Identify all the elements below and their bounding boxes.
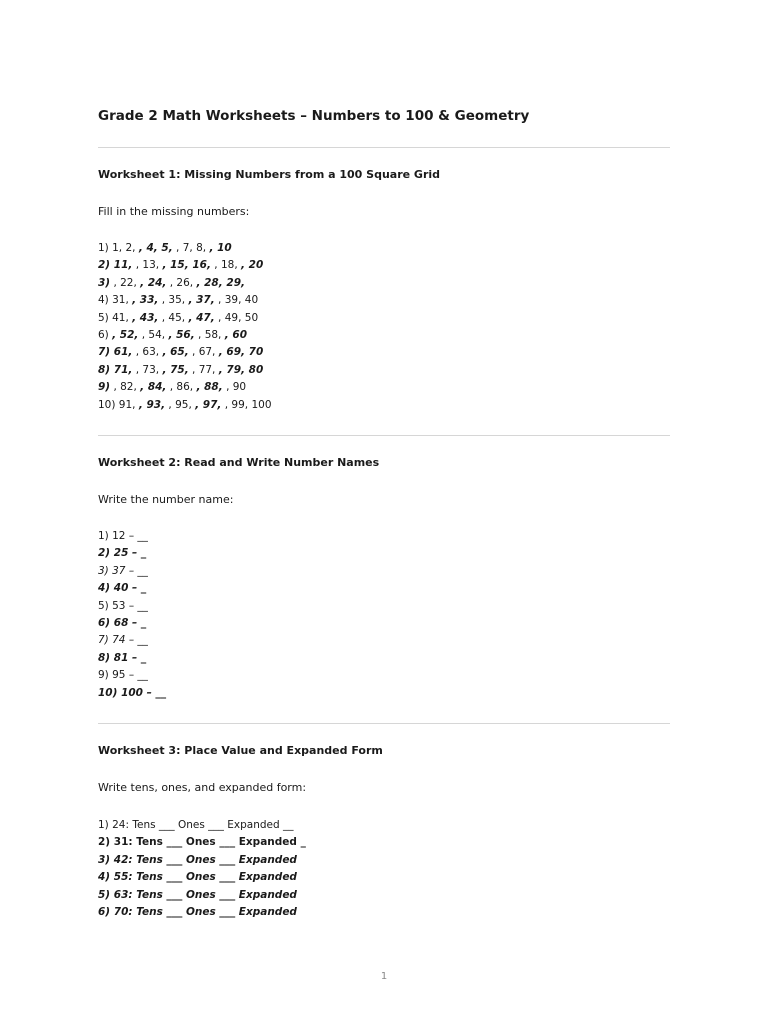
- item-text: , 67,: [188, 346, 219, 359]
- item-text: , 52,: [112, 328, 139, 341]
- item-text: , 79, 80: [218, 363, 264, 376]
- list-item: [98, 310, 272, 327]
- worksheet-1-title: Worksheet 1: Missing Numbers from a 100 Square Grid: [98, 168, 441, 181]
- divider: [98, 147, 670, 148]
- item-text: , 56,: [168, 328, 195, 341]
- item-text: 4) 55: Tens ___ Ones ___ Expanded: [98, 871, 297, 884]
- item-text: , 18,: [210, 259, 242, 272]
- item-text: , 33,: [132, 294, 159, 307]
- item-text: 4) 31,: [98, 294, 133, 307]
- list-item: [98, 817, 306, 834]
- worksheet-2-list: [98, 528, 166, 702]
- item-text: , 65,: [162, 346, 189, 359]
- item-text: , 37,: [188, 294, 215, 307]
- item-text: , 77,: [188, 363, 219, 376]
- item-text: 6): [98, 328, 113, 341]
- item-text: , 95,: [165, 398, 196, 411]
- item-text: , 90: [222, 381, 247, 394]
- list-item: [98, 615, 166, 632]
- list-item: [98, 598, 166, 615]
- item-text: , 99, 100: [221, 398, 272, 411]
- item-text: , 63,: [132, 346, 163, 359]
- item-text: , 60: [224, 328, 248, 341]
- list-item: [98, 545, 166, 562]
- list-item: [98, 275, 272, 292]
- list-item: [98, 397, 272, 414]
- list-item: [98, 904, 306, 921]
- item-text: 1) 24: Tens ___ Ones ___ Expanded __: [98, 819, 294, 831]
- item-text: 9): [98, 381, 111, 394]
- item-text: , 82,: [110, 381, 141, 394]
- item-text: , 43,: [132, 311, 159, 324]
- item-text: , 45,: [158, 311, 189, 324]
- item-text: , 39, 40: [214, 294, 259, 307]
- worksheet-3-instruction: Write tens, ones, and expanded form:: [98, 781, 307, 794]
- item-text: , 73,: [132, 363, 163, 376]
- item-text: 1) 12 – __: [98, 530, 148, 542]
- item-text: , 22,: [110, 276, 141, 289]
- list-item: [98, 685, 166, 702]
- item-text: , 69, 70: [218, 346, 264, 359]
- list-item: [98, 632, 166, 649]
- item-text: , 47,: [188, 311, 215, 324]
- item-text: , 20: [241, 259, 264, 272]
- item-text: , 75,: [162, 363, 189, 376]
- list-item: [98, 240, 272, 257]
- list-item: [98, 257, 272, 274]
- divider: [98, 435, 670, 436]
- item-text: 3) 37 – __: [98, 564, 148, 577]
- item-text: , 86,: [166, 381, 197, 394]
- item-text: , 10: [209, 242, 232, 254]
- item-text: , 35,: [158, 294, 189, 307]
- list-item: [98, 528, 166, 545]
- item-text: , 13,: [132, 259, 163, 272]
- item-text: 8) 81 – _: [98, 651, 147, 664]
- item-text: , 84,: [140, 381, 167, 394]
- item-text: 7) 61,: [98, 346, 133, 359]
- list-item: [98, 292, 272, 309]
- item-text: 5) 53 – __: [98, 599, 148, 612]
- list-item: [98, 580, 166, 597]
- list-item: [98, 344, 272, 361]
- item-text: , 24,: [140, 276, 167, 289]
- item-text: 6) 68 – _: [98, 616, 147, 629]
- item-text: 1) 1, 2,: [98, 242, 139, 254]
- item-text: , 88,: [196, 381, 223, 394]
- item-text: 5) 63: Tens ___ Ones ___ Expanded: [98, 888, 297, 901]
- item-text: 10) 91,: [98, 398, 139, 411]
- worksheet-1-instruction: Fill in the missing numbers:: [98, 205, 250, 218]
- item-text: , 15, 16,: [162, 259, 211, 272]
- item-text: 7) 74 – __: [98, 634, 148, 647]
- list-item: [98, 667, 166, 684]
- list-item: [98, 379, 272, 396]
- list-item: [98, 852, 306, 869]
- item-text: 4) 40 – _: [98, 582, 147, 595]
- worksheet-3-list: [98, 817, 306, 921]
- item-text: 2) 25 – _: [98, 547, 147, 560]
- list-item: [98, 650, 166, 667]
- worksheet-1-list: [98, 240, 272, 414]
- divider: [98, 723, 670, 724]
- list-item: [98, 887, 306, 904]
- item-text: 6) 70: Tens ___ Ones ___ Expanded: [98, 905, 297, 918]
- list-item: [98, 869, 306, 886]
- item-text: 2) 31: Tens ___ Ones ___ Expanded _: [98, 836, 306, 849]
- worksheet-2-instruction: Write the number name:: [98, 493, 234, 506]
- worksheet-3-title: Worksheet 3: Place Value and Expanded Form: [98, 744, 383, 757]
- item-text: 3): [98, 276, 111, 289]
- list-item: [98, 362, 272, 379]
- item-text: , 97,: [195, 398, 222, 411]
- item-text: , 7, 8,: [172, 242, 210, 254]
- item-text: , 93,: [138, 398, 166, 411]
- list-item: [98, 834, 306, 851]
- item-text: 8) 71,: [98, 363, 133, 376]
- item-text: , 28, 29,: [196, 276, 245, 289]
- item-text: , 49, 50: [214, 311, 259, 324]
- item-text: 3) 42: Tens ___ Ones ___ Expanded: [98, 853, 297, 866]
- page-number: 1: [380, 971, 388, 982]
- item-text: , 54,: [138, 328, 169, 341]
- item-text: , 58,: [194, 328, 225, 341]
- list-item: [98, 563, 166, 580]
- item-text: , 4, 5,: [138, 242, 173, 254]
- item-text: 9) 95 – __: [98, 669, 148, 682]
- document-title: Grade 2 Math Worksheets – Numbers to 100 & Geometry: [98, 108, 530, 124]
- worksheet-2-title: Worksheet 2: Read and Write Number Names: [98, 456, 380, 469]
- item-text: 2) 11,: [98, 259, 133, 272]
- item-text: , 26,: [166, 276, 197, 289]
- item-text: 10) 100 – __: [98, 686, 167, 699]
- list-item: [98, 327, 272, 344]
- item-text: 5) 41,: [98, 311, 133, 324]
